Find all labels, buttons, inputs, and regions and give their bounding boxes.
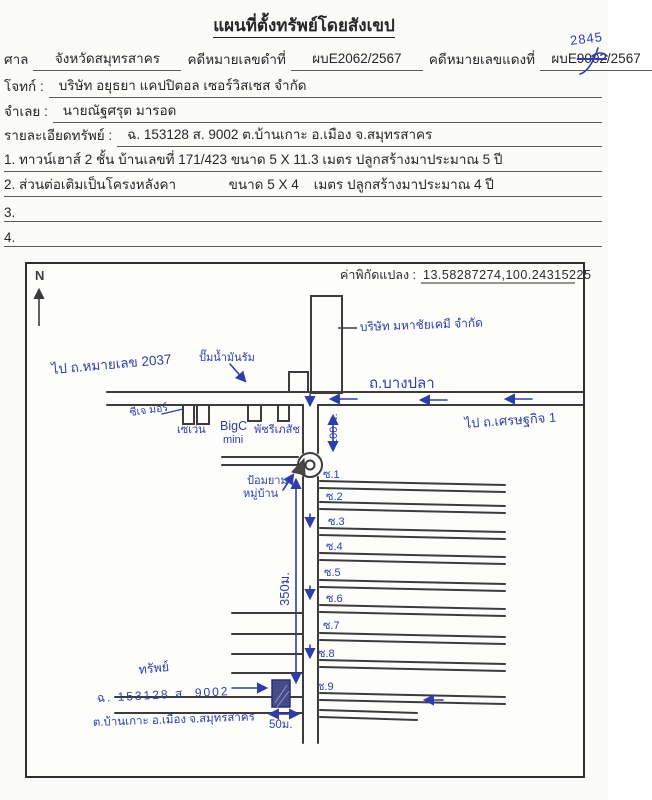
soi-1-label: ซ.1 (323, 469, 340, 481)
village-road-upper (303, 405, 318, 453)
soi-9-label: ซ.9 (317, 681, 334, 693)
shop-seven-shape (197, 405, 209, 424)
property-detail-label: รายละเอียดทรัพย์ : (4, 128, 113, 143)
shop-bigc-label-2: mini (223, 434, 244, 446)
west-road (222, 457, 298, 465)
court-value: จังหวัดสมุทรสาคร (33, 47, 181, 71)
red-case-suffix: /2567 (606, 51, 641, 66)
coordinates-value: 13.58287274,100.24315225 (423, 268, 592, 282)
soi-8-label: ซ.8 (318, 648, 335, 660)
to-road-2037-label: ไป ถ.หมายเลข 2037 (50, 351, 173, 377)
bangpla-road-label: ถ.บางปลา (369, 375, 435, 392)
shop-pharmacy-label: พัชรีเภสัช (254, 424, 300, 436)
soi-3-label: ซ.3 (328, 516, 345, 528)
item1-row (4, 151, 602, 172)
property-note-title: ทรัพย์ (137, 659, 170, 677)
defendant-row (4, 102, 602, 123)
soi-2-label: ซ.2 (326, 491, 343, 503)
shop-cj-shape (183, 405, 194, 424)
black-case-value: ผบE2062/2567 (291, 47, 423, 71)
defendant-label: จำเลย : (4, 104, 48, 119)
defendant-value: นายณัฐศรุต มารอด (53, 99, 602, 123)
court-label: ศาล (4, 52, 29, 67)
to-setthakit-label: ไป ถ.เศรษฐกิจ 1 (464, 409, 557, 431)
gas-station-pointer (230, 364, 245, 381)
property-note-deed: ฉ. 153128 ส. 9002 (96, 684, 230, 705)
handwritten-initial-mark (578, 44, 608, 78)
plot-coordinates (340, 268, 591, 283)
soi-4-label: ซ.4 (326, 541, 343, 553)
north-label: N (35, 268, 45, 283)
sketch-map-frame (25, 262, 592, 778)
property-detail-row (4, 126, 602, 147)
case-number-row (4, 29, 641, 71)
shop-seven-label: เซเว่น (177, 424, 206, 436)
shop-cj-label: ซีเจ มอร์ (128, 401, 169, 419)
page-title: แผนที่ตั้งทรัพย์โดยสังเขป (0, 12, 608, 39)
company-building-shape (311, 296, 342, 393)
black-case-label: คดีหมายเลขดำที่ (187, 52, 286, 67)
plaintiff-value: บริษัท อยุธยา แคปปิตอล เซอร์วิสเซส จำกัด (49, 74, 602, 98)
company-label: บริษัท มหาชัยเคมี จำกัด (359, 315, 484, 334)
item2-text: 2. ส่วนต่อเติมเป็นโครงหลังคา ขนาด 5 X 4 เมตร ปลูกสร้างมาประมาณ 4 ปี (4, 173, 602, 197)
property-note-address: ต.บ้านเกาะ อ.เมือง จ.สมุทรสาคร (92, 711, 255, 729)
item4-text: 4. (4, 230, 602, 247)
shop-bigc-shape (248, 405, 261, 421)
measure-350m-label: 350ม. (277, 572, 292, 606)
plaintiff-label: โจทก์ : (4, 79, 44, 94)
measure-50m-label: 50ม. (269, 719, 293, 731)
guard-post-label-1: ป้อมยาม (247, 475, 288, 487)
guard-post-label-2: หมู่บ้าน (243, 488, 279, 500)
red-case-prefix: ผบE (551, 51, 577, 66)
item3-text: 3. (4, 205, 602, 222)
item3-row (4, 201, 602, 222)
soi-streets (320, 481, 505, 720)
handwritten-correction: 2845 (569, 29, 604, 48)
gas-station-shape (289, 372, 308, 392)
north-arrow (35, 268, 44, 326)
red-case-label: คดีหมายเลขแดงที่ (428, 52, 536, 67)
item1-text: 1. ทาวน์เฮาส์ 2 ชั้น บ้านเลขที่ 171/423 ขนาด 5 X 11.3 เมตร ปลูกสร้างมาประมาณ 5 ปี (4, 148, 602, 172)
soi-5-label: ซ.5 (324, 567, 341, 579)
shop-bigc-label: BigC (220, 419, 248, 433)
item2-row (4, 176, 602, 197)
plaintiff-row (4, 77, 602, 98)
shop-pharmacy-shape (278, 405, 289, 421)
gas-station-label: ปั๊มน้ำมันรัม (199, 352, 255, 364)
item4-row (4, 226, 602, 247)
property-detail-value: ฉ. 153128 ส. 9002 ต.บ้านเกาะ อ.เมือง จ.สมุทรสาคร (117, 123, 602, 147)
coordinates-label: ค่าพิกัดแปลง : (340, 268, 417, 282)
red-case-struck-number: 9002 (576, 51, 607, 66)
roads-and-buildings (107, 296, 583, 743)
soi-6-label: ซ.6 (326, 593, 343, 605)
sketch-map (27, 264, 592, 776)
soi-7-label: ซ.7 (323, 620, 340, 632)
measure-100m-label: 100 ม. (328, 413, 340, 445)
